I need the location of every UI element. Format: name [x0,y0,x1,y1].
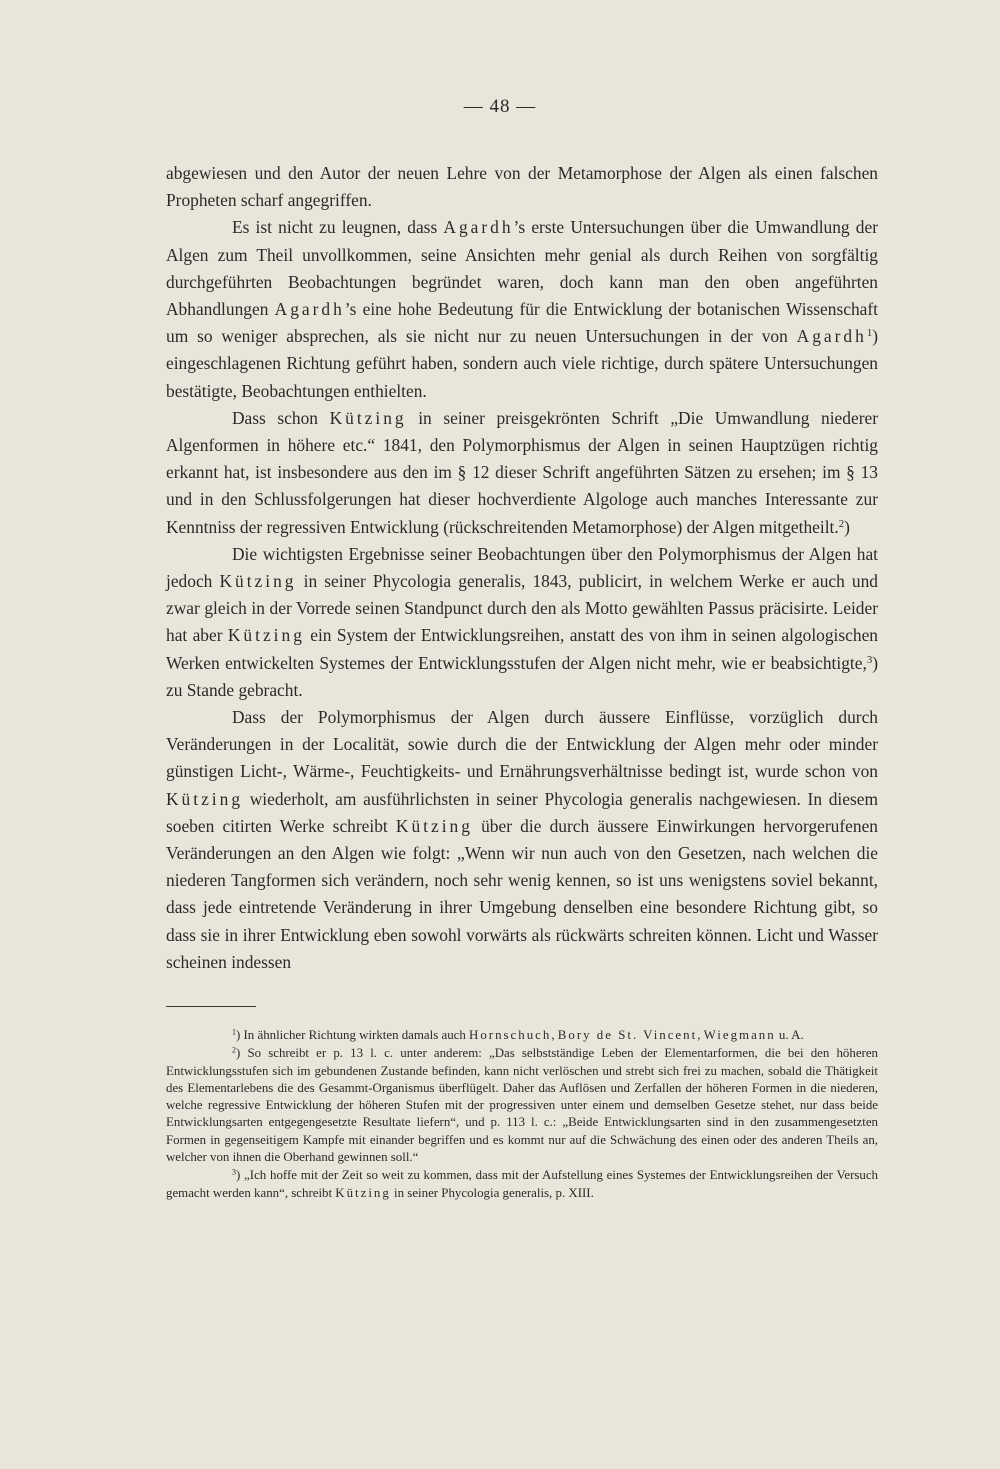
text-run: in seiner Phycologia generalis, p. XIII. [390,1185,594,1200]
text-run: , [551,1028,558,1042]
author-name: Kützing [329,407,407,428]
author-name: Hornschuch [469,1028,552,1042]
text-run: über die durch äussere Einwirkungen hervorgerufenen Veränderungen an den Algen wie folgt: „Wenn wir nun auch von den Gesetzen, nach welchen die niederen Tangformen sich verändern, noch sehr wenig kennen, so ist uns wenigstens soviel bekannt, dass jede eintretende Veränderung in ihrer Umgebung denselben eine besondere Richtung gibt, so dass sie in ihrer Entwicklung eben sowohl vorwärts als rückwärts schreiten können. Licht und Wasser scheinen indessen [166,815,878,972]
text-run: Die wichtigsten Ergebnisse seiner Beobachtungen über den Polymorphismus der Algen hat jedoch [166,543,878,592]
text-run: Dass der Polymorphismus der Algen durch äussere Einflüsse, vorzüglich durch Veränderungen in der Localität, sowie durch die der Entwicklung der Algen mehr oder minder günstigen Licht-, Wärme-, Feuchtigkeits- und Ernährungsverhältnisse bedingt ist, wurde schon von [166,707,878,782]
text-run: , [697,1028,704,1042]
text-run: ) zu Stande gebracht. [166,652,878,700]
text-run: ) [844,516,850,537]
author-name: Agardh [274,299,345,320]
footnote-mark: 3 [232,1167,236,1177]
text-run: ) „Ich hoffe mit der Zeit so weit zu kommen, dass mit der Aufstellung eines Systemes der Entwicklungsreihen der Versuch gemacht werden kann“, schreibt [166,1168,878,1200]
author-name: Kützing [166,788,244,809]
text-run: ) eingeschlagenen Richtung geführt haben, sondern auch viele richtige, durch spätere Untersuchungen bestätigte, Beobachtungen enthielten. [166,326,878,401]
main-text [166,160,878,976]
paragraph-1: abgewiesen und den Autor der neuen Lehre von der Metamorphose der Algen als einen falschen Propheten scharf angegriffen. [166,163,878,211]
author-name: Kützing [219,571,297,592]
text-run: ein System der Entwicklungsreihen, anstatt des von ihm in seinen algologischen Werken entwickelten Systemes der Entwicklungsstufen der Algen nicht mehr, wie er beabsichtigte, [166,625,878,673]
author-name: Kützing [395,815,473,836]
footnote-ref-1: 1 [866,327,873,340]
footnote-divider [166,1006,256,1007]
footnote-1 [166,1027,878,1044]
author-name: Agardh [796,326,867,347]
author-name: Kützing [227,625,305,646]
paragraph-4 [166,541,878,704]
footnote-3 [166,1167,878,1202]
text-run: in seiner Phycologia generalis, 1843, publicirt, in welchem Werke er auch und zwar gleich in der Vorrede seinen Standpunct durch den als Motto gewählten Passus präcisirte. Leider hat aber [166,571,878,646]
footnotes [166,1027,878,1203]
footnote-ref-2: 2 [838,517,845,530]
footnote-ref-3: 3 [866,653,873,666]
text-run: in seiner preisgekrönten Schrift „Die Umwandlung niederer Algenformen in höhere etc.“ 1841, den Polymorphismus der Algen in seinen Hauptzügen richtig erkannt hat, ist insbesondere aus den im § 12 dieser Schrift angeführten Sätzen zu ersehen; im § 13 und in den Schlussfolgerungen hat dieser hochverdiente Algologe auch manches Interessante zur Kenntniss der regressiven Entwicklung (rückschreitenden Metamorphose) der Algen mitgetheilt. [166,407,878,537]
text-run: u. A. [775,1028,804,1042]
paragraph-5 [166,704,878,976]
footnote-2 [166,1045,878,1166]
text-run: ’s erste Untersuchungen über die Umwandlung der Algen zum Theil unvollkommen, seine Ansichten mehr genial als durch Reihen von sorgfältig durchgeführten Beobachtungen begründet waren, doch kann man den oben angeführten Abhandlungen [166,217,878,320]
text-run: ’s eine hohe Bedeutung für die Entwicklung der botanischen Wissenschaft um so weniger absprechen, als sie nicht nur zu neuen Untersuchungen in der von [166,299,878,347]
author-name: Agardh [443,217,514,238]
text-run: Es ist nicht zu leugnen, dass [232,217,444,238]
author-name: Bory de St. Vincent [557,1028,698,1042]
author-name: Kützing [335,1185,391,1200]
text-run: ) So schreibt er p. 13 l. c. unter anderem: „Das selbstständige Leben der Elementarformen, die bei den höheren Entwicklungsstufen sich im gebundenen Zustande befinden, kann nicht verlöschen und strebt sich frei zu machen, sobald die Thätigkeit des Elementarlebens die des Gesammt-Organismus überflügelt. Daher das Auflösen und Zerfallen der höheren Formen in die niederen, welche regressive Entwicklung der höheren Stufen mit der progressiven unter einem und demselben Gesetze stehet, nur dass beide Entwicklungsarten entgegengesetzte Resultate liefern“, und p. 113 l. c.: „Beide Entwicklungsarten sind in den zusammengesetzten Formen in gegenseitigem Kampfe mit einander begriffen und es kommt nur auf die Schwächung des einen oder des anderen Theils an, welcher von ihnen die Oberhand gewinnen soll.“ [166,1046,878,1165]
paragraph-2 [166,214,878,404]
text-run: wiederholt, am ausführlichsten in seiner Phycologia generalis nachgewiesen. In diesem soeben citirten Werke schreibt [166,788,878,836]
page-number: — 48 — [463,96,537,117]
footnote-mark: 2 [232,1045,236,1055]
text-run: ) In ähnlicher Richtung wirkten damals auch [236,1028,470,1042]
footnote-mark: 1 [232,1027,236,1037]
text-run: Dass schon [232,407,330,428]
paragraph-3 [166,405,878,541]
author-name: Wiegmann [703,1028,776,1042]
